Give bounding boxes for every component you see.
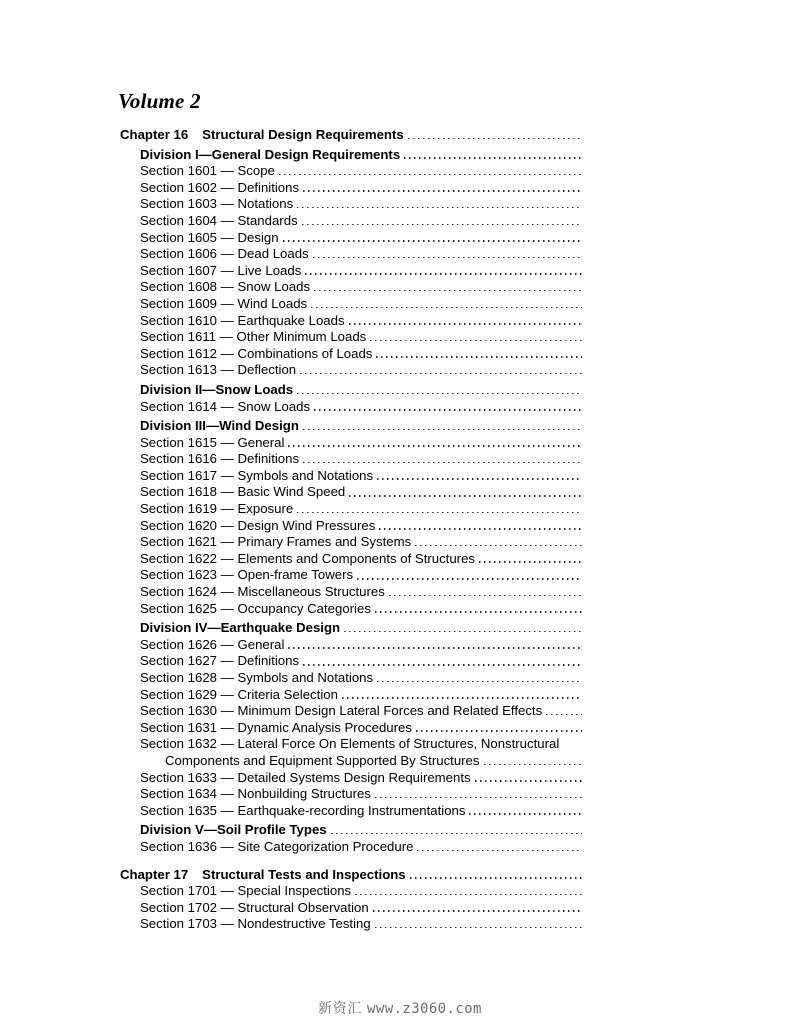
toc-entry-section[interactable]	[0, 196, 582, 213]
watermark-text-cn: 新资汇	[318, 1001, 362, 1017]
dot-leader	[373, 900, 582, 917]
dot-leader	[375, 786, 582, 803]
dot-leader	[303, 653, 582, 670]
toc-entry-label: Division II—Snow Loads	[140, 381, 294, 397]
dot-leader	[303, 180, 582, 197]
dot-leader	[355, 883, 582, 900]
toc-entry-label: Section 1612 — Combinations of Loads	[140, 345, 373, 361]
toc-entry-label: Section 1605 — Design	[140, 229, 279, 245]
footer-watermark	[0, 998, 800, 1018]
toc-entry-label: Section 1606 — Dead Loads	[140, 246, 309, 262]
toc-entry-label: Section 1702 — Structural Observation	[140, 899, 369, 915]
toc-entry-section[interactable]	[0, 313, 582, 330]
toc-entry-label: Section 1619 — Exposure	[140, 501, 294, 517]
toc-entry-division[interactable]	[0, 822, 582, 839]
page-title: Volume 2	[118, 89, 201, 113]
dot-leader	[416, 720, 582, 737]
toc-entry-chapter[interactable]	[0, 867, 582, 884]
toc-entry-label: Section 1613 — Deflection	[140, 362, 297, 378]
toc-entry-section[interactable]	[0, 362, 582, 379]
toc-entry-label: Structural Design Requirements	[202, 127, 404, 142]
toc-entry-label: Section 1633 — Detailed Systems Design Requirements	[140, 769, 471, 785]
dot-leader	[375, 601, 582, 618]
dot-leader	[389, 584, 582, 601]
dot-leader	[288, 435, 582, 452]
dot-leader	[283, 230, 582, 247]
dot-leader	[475, 770, 582, 787]
dot-leader	[349, 313, 582, 330]
dot-leader	[479, 551, 582, 568]
toc-entry-section[interactable]	[0, 567, 582, 584]
toc-entry-label: Section 1603 — Notations	[140, 196, 294, 212]
dot-leader	[415, 534, 582, 551]
toc-entry-label: Section 1630 — Minimum Design Lateral Forces and Related Effects	[140, 703, 543, 719]
toc-entry-label: Section 1617 — Symbols and Notations	[140, 467, 374, 483]
toc-entry-section[interactable]	[0, 900, 582, 917]
toc-entry-section[interactable]	[0, 670, 582, 687]
toc-entry-label: Section 1615 — General	[140, 434, 285, 450]
toc-entry-division[interactable]	[0, 418, 582, 435]
dot-leader	[379, 518, 582, 535]
dot-leader	[484, 753, 583, 770]
toc-entry-label: Section 1601 — Scope	[140, 163, 275, 179]
toc-entry-label: Division III—Wind Design	[140, 418, 299, 434]
toc-entry-label: Section 1611 — Other Minimum Loads	[140, 329, 367, 345]
toc-entry-section[interactable]	[0, 687, 582, 704]
toc-entry-label: Division V—Soil Profile Types	[140, 822, 327, 838]
dot-leader	[342, 687, 582, 704]
toc-entry-section[interactable]	[0, 163, 582, 180]
dot-leader	[288, 637, 582, 654]
toc-entry-chapter[interactable]	[0, 127, 582, 144]
dot-leader	[469, 803, 582, 820]
dot-leader	[279, 163, 582, 180]
dot-leader	[357, 567, 582, 584]
toc-entry-section[interactable]	[0, 451, 582, 468]
toc-entry-label: Section 1621 — Primary Frames and Systems	[140, 534, 412, 550]
watermark-url: www.z3060.com	[367, 1001, 482, 1017]
toc-entry-label: Division IV—Earthquake Design	[140, 620, 341, 636]
toc-entry-label: Section 1623 — Open-frame Towers	[140, 567, 354, 583]
toc-entry-label: Section 1607 — Live Loads	[140, 262, 302, 278]
toc-entry-section[interactable]	[0, 518, 582, 535]
toc-entry-section[interactable]	[0, 263, 582, 280]
toc-entry-section[interactable]	[0, 484, 582, 501]
dot-leader	[370, 329, 582, 346]
toc-entry-section[interactable]	[0, 551, 582, 568]
toc-entry-label: Structural Tests and Inspections	[202, 866, 406, 882]
toc-entry-label: Section 1618 — Basic Wind Speed	[140, 484, 346, 500]
toc-entry-label: Section 1701 — Special Inspections	[140, 883, 352, 899]
dot-leader	[314, 279, 582, 296]
toc-entry-section[interactable]	[0, 468, 582, 485]
dot-leader	[331, 822, 582, 839]
dot-leader	[297, 382, 582, 399]
dot-leader	[313, 246, 582, 263]
dot-leader	[305, 263, 582, 280]
toc-entry-section[interactable]	[0, 770, 582, 787]
toc-entry-label: Section 1628 — Symbols and Notations	[140, 670, 374, 685]
toc-entry-section[interactable]	[0, 736, 582, 769]
toc-entry-label: Section 1631 — Dynamic Analysis Procedures	[140, 719, 412, 735]
dot-leader	[344, 620, 582, 637]
toc-entry-section[interactable]	[0, 501, 582, 518]
toc-entry-label: Section 1616 — Definitions	[140, 451, 300, 467]
toc-entry-label: Section 1703 — Nondestructive Testing	[140, 916, 371, 932]
toc-entry-label: Section 1627 — Definitions	[140, 653, 300, 669]
toc-entry-label: Section 1635 — Earthquake-recording Instrumentations	[140, 802, 466, 818]
table-of-contents	[0, 127, 800, 933]
toc-entry-label: Section 1636 — Site Categorization Procedure	[140, 838, 414, 854]
toc-entry-section[interactable]	[0, 399, 582, 416]
toc-entry-section[interactable]	[0, 180, 582, 197]
toc-entry-section[interactable]	[0, 213, 582, 230]
toc-entry-label: Section 1622 — Elements and Components of Structures	[140, 550, 475, 566]
dot-leader	[297, 501, 582, 518]
toc-entry-label: Section 1632 — Lateral Force On Elements of Structures, Nonstructural	[140, 736, 560, 752]
toc-entry-section[interactable]	[0, 346, 582, 363]
dot-leader	[377, 670, 582, 687]
toc-entry-section[interactable]	[0, 637, 582, 654]
toc-entry-label-continued	[140, 753, 582, 770]
dot-leader	[417, 839, 582, 856]
dot-leader	[303, 418, 582, 435]
toc-entry-label: Division I—General Design Requirements	[140, 146, 401, 162]
toc-entry-section[interactable]	[0, 883, 582, 900]
toc-entry-section[interactable]	[0, 246, 582, 263]
toc-entry-label: Section 1620 — Design Wind Pressures	[140, 517, 376, 533]
toc-entry-label: Section 1626 — General	[140, 636, 285, 652]
toc-entry-section[interactable]	[0, 803, 582, 820]
chapter-number: Chapter 17	[120, 866, 189, 882]
dot-leader	[377, 468, 582, 485]
toc-entry-division[interactable]	[0, 382, 582, 399]
dot-leader	[546, 703, 582, 720]
dot-leader	[311, 296, 582, 313]
dot-leader	[410, 867, 582, 884]
dot-leader	[349, 484, 582, 501]
toc-entry-division[interactable]	[0, 147, 582, 164]
toc-entry-section[interactable]	[0, 786, 582, 803]
dot-leader	[404, 147, 582, 164]
toc-entry-section[interactable]	[0, 296, 582, 313]
toc-entry-label: Section 1624 — Miscellaneous Structures	[140, 584, 385, 600]
toc-entry-section[interactable]	[0, 720, 582, 737]
toc-entry-division[interactable]	[0, 620, 582, 637]
toc-entry-label: Section 1609 — Wind Loads	[140, 295, 308, 311]
toc-entry-section[interactable]	[0, 839, 582, 856]
toc-entry-label: Section 1629 — Criteria Selection	[140, 686, 338, 702]
toc-entry-label: Section 1634 — Nonbuilding Structures	[140, 786, 371, 802]
toc-entry-section[interactable]	[0, 584, 582, 601]
dot-leader	[303, 451, 582, 468]
dot-leader	[314, 399, 582, 416]
dot-leader	[297, 196, 582, 213]
toc-entry-label: Section 1604 — Standards	[140, 212, 298, 228]
toc-entry-label: Section 1610 — Earthquake Loads	[140, 312, 345, 328]
toc-entry-section[interactable]	[0, 653, 582, 670]
toc-entry-label: Section 1614 — Snow Loads	[140, 398, 311, 414]
toc-entry-section[interactable]	[0, 435, 582, 452]
toc-entry-label: Section 1625 — Occupancy Categories	[140, 600, 371, 616]
toc-entry-section[interactable]	[0, 534, 582, 551]
toc-entry-label: Section 1608 — Snow Loads	[140, 279, 311, 295]
dot-leader	[408, 127, 582, 144]
chapter-number: Chapter 16	[120, 127, 189, 142]
toc-entry-label-continued-text: Components and Equipment Supported By Structures	[165, 752, 480, 768]
toc-entry-section[interactable]	[0, 916, 582, 933]
toc-entry-section[interactable]	[0, 230, 582, 247]
toc-entry-section[interactable]	[0, 601, 582, 618]
dot-leader	[300, 362, 582, 379]
toc-entry-label: Section 1602 — Definitions	[140, 179, 300, 195]
toc-entry-section[interactable]	[0, 329, 582, 346]
dot-leader	[302, 213, 582, 230]
toc-entry-section[interactable]	[0, 703, 582, 720]
toc-entry-section[interactable]	[0, 279, 582, 296]
dot-leader	[376, 346, 582, 363]
dot-leader	[375, 916, 582, 933]
